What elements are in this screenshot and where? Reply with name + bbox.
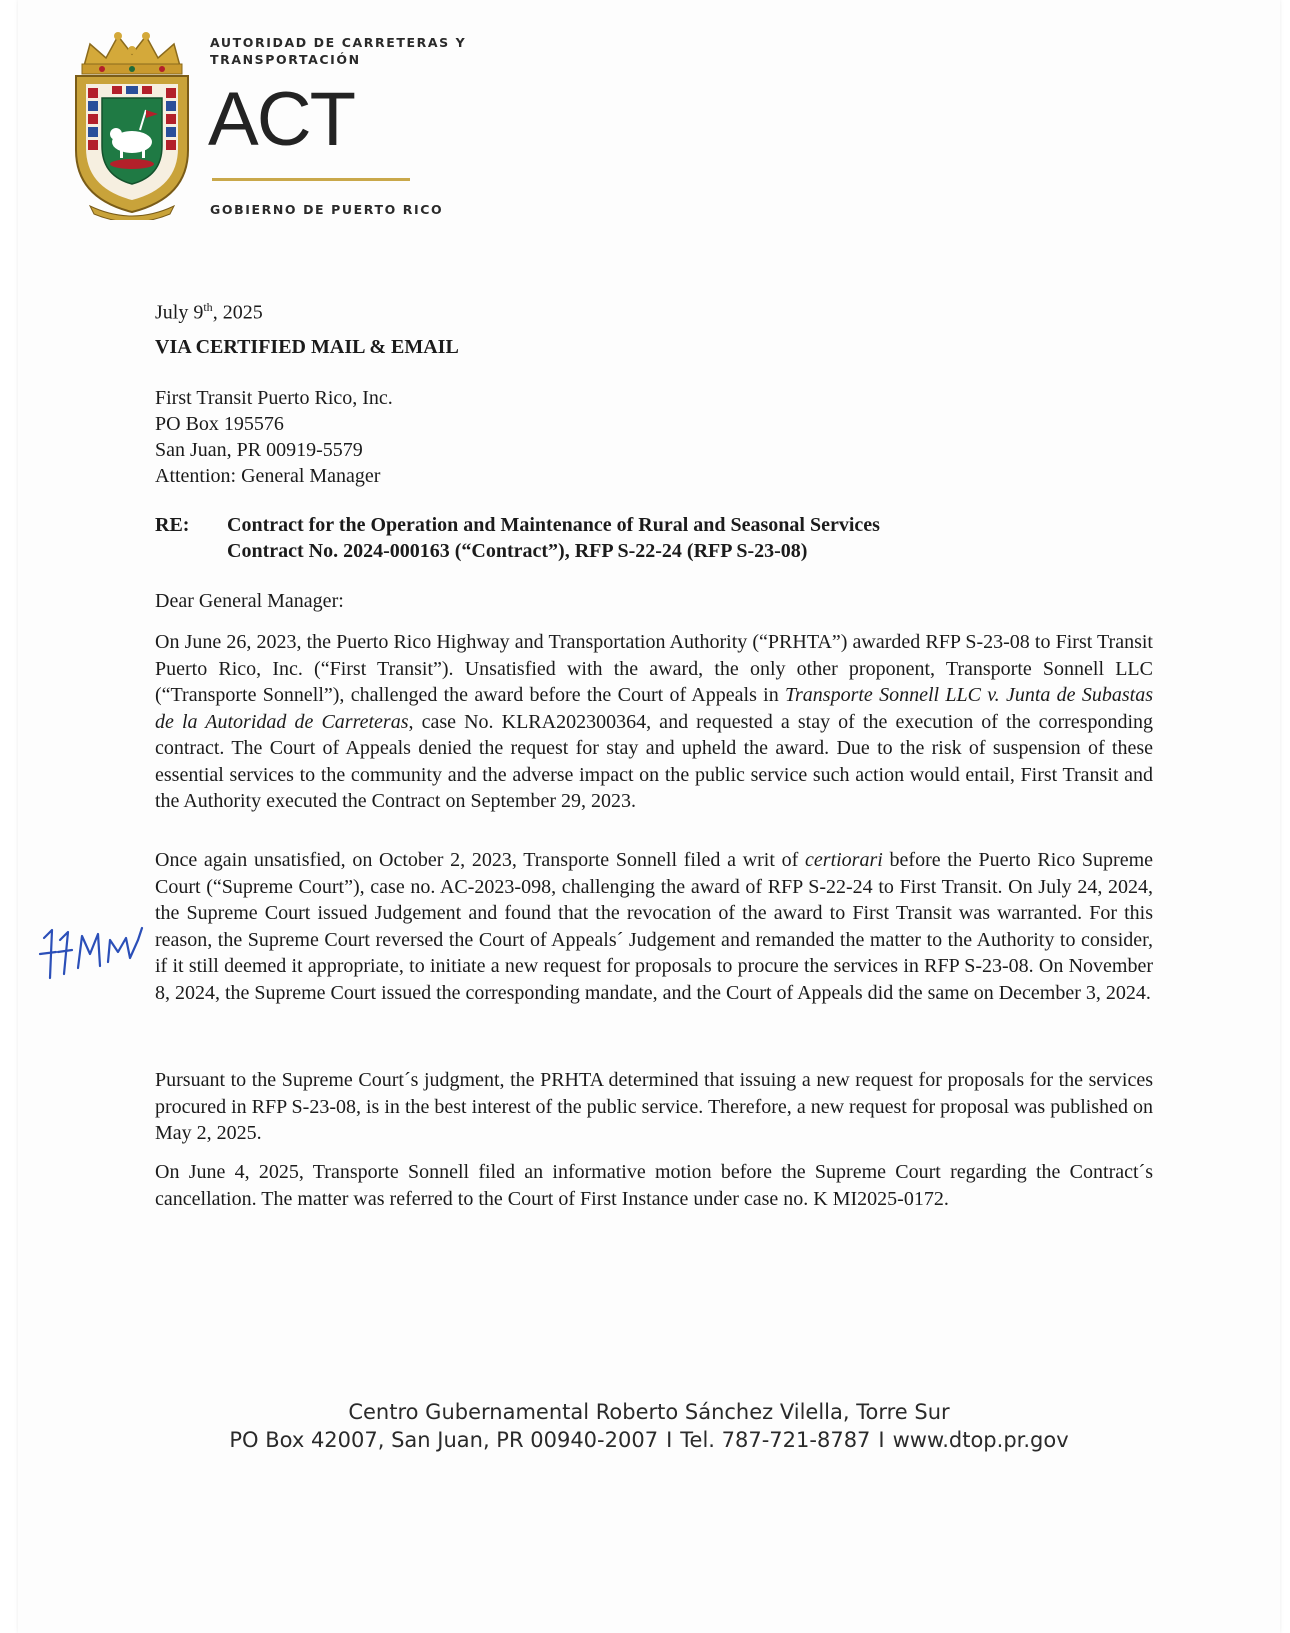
- letterhead-divider: [212, 178, 410, 181]
- footer-building: Centro Gubernamental Roberto Sánchez Vilella, Torre Sur: [348, 1400, 950, 1424]
- paragraph-4: On June 4, 2025, Transporte Sonnell filed an informative motion before the Supreme Court regarding the Contract´s cancellation. The matter was referred to the Court of First Instance under case no. K MI2025-0172.: [155, 1161, 1153, 1210]
- letter-date: [155, 294, 1153, 326]
- recipient-address: [155, 385, 1153, 489]
- subject-line2: Contract No. 2024-000163 (“Contract”), RFP S-22-24 (RFP S-23-08): [227, 540, 808, 562]
- paragraph-3: Pursuant to the Supreme Court´s judgment, the PRHTA determined that issuing a new request for proposals for the services procured in RFP S-23-08, is in the best interest of the public service. Therefore, a new request for proposal was published on May 2, 2025.: [155, 1069, 1153, 1144]
- paragraph-1-part-a: On June 26, 2023, the Puerto Rico Highway and Transportation Authority (“PRHTA”) awarded RFP S-23-08 to First Transit Puerto Rico, Inc. (“First Transit”). Unsatisfied with the award, the only other proponent, Transporte Sonnell LLC (“Transporte Sonnell”), challenged the award before the Court of Appeals in: [155, 631, 1153, 706]
- agency-name-line1: AUTORIDAD DE CARRETERAS Y: [210, 35, 467, 50]
- handwritten-annotation: [30, 918, 160, 988]
- footer-separator: I: [878, 1428, 885, 1452]
- paragraph-1-part-b: , case No. KLRA202300364, and requested a stay of the execution of the corresponding contract. The Court of Appeals denied the request for stay and upheld the award. Due to the risk of suspension of these essential services to the community and the adverse impact on the public service such action would entail, First Transit and the Authority executed the Contract on September 29, 2023.: [155, 710, 1154, 812]
- letter-page: [18, 0, 1280, 1633]
- date-month-day: July 9: [155, 301, 204, 324]
- date-ordinal: th: [203, 300, 213, 314]
- recipient-line: PO Box 195576: [155, 413, 284, 435]
- case-name-italic: Transporte Sonnell LLC v. Junta de Subastas de la Autoridad de Carreteras: [155, 684, 1153, 733]
- agency-name-line2: TRANSPORTACIÓN: [210, 52, 361, 67]
- footer-phone: Tel. 787-721-8787: [680, 1428, 871, 1452]
- subject-lines: [227, 512, 1127, 564]
- agency-name: [210, 34, 470, 68]
- footer-contact: [18, 1428, 1280, 1452]
- act-logo-text: ACT: [208, 77, 354, 162]
- recipient-line: First Transit Puerto Rico, Inc.: [155, 387, 393, 409]
- recipient-line: Attention: General Manager: [155, 465, 381, 487]
- certiorari-italic: certiorari: [805, 849, 883, 871]
- footer-address: PO Box 42007, San Juan, PR 00940-2007: [229, 1428, 659, 1452]
- date-year: , 2025: [212, 301, 263, 324]
- paragraph-2-part-a: Once again unsatisfied, on October 2, 2023, Transporte Sonnell filed a writ of: [155, 849, 806, 871]
- government-label: GOBIERNO DE PUERTO RICO: [210, 202, 444, 217]
- paragraph-2: [155, 847, 1153, 1006]
- subject-label: RE:: [155, 514, 190, 536]
- recipient-line: San Juan, PR 00919-5579: [155, 439, 363, 461]
- coat-of-arms-seal: [62, 30, 202, 220]
- footer-website[interactable]: www.dtop.pr.gov: [892, 1428, 1069, 1452]
- salutation: Dear General Manager:: [155, 590, 344, 612]
- footer-separator: I: [666, 1428, 673, 1452]
- paragraph-1: [155, 629, 1153, 815]
- paragraph-2-part-b: before the Puerto Rico Supreme Court (“Supreme Court”), case no. AC-2023-098, challenging the award of RFP S-22-24 to First Transit. On July 24, 2024, the Supreme Court issued Judgement and found that the revocation of the award to First Transit was warranted. For this reason, the Supreme Court reversed the Court of Appeals´ Judgement and remanded the matter to the Authority to consider, if it still deemed it appropriate, to initiate a new request for proposals to procure the services in RFP S-23-08. On November 8, 2024, the Supreme Court issued the corresponding mandate, and the Court of Appeals did the same on December 3, 2024.: [155, 849, 1154, 1004]
- subject-line1: Contract for the Operation and Maintenance of Rural and Seasonal Services: [227, 514, 880, 536]
- delivery-method: VIA CERTIFIED MAIL & EMAIL: [155, 336, 459, 358]
